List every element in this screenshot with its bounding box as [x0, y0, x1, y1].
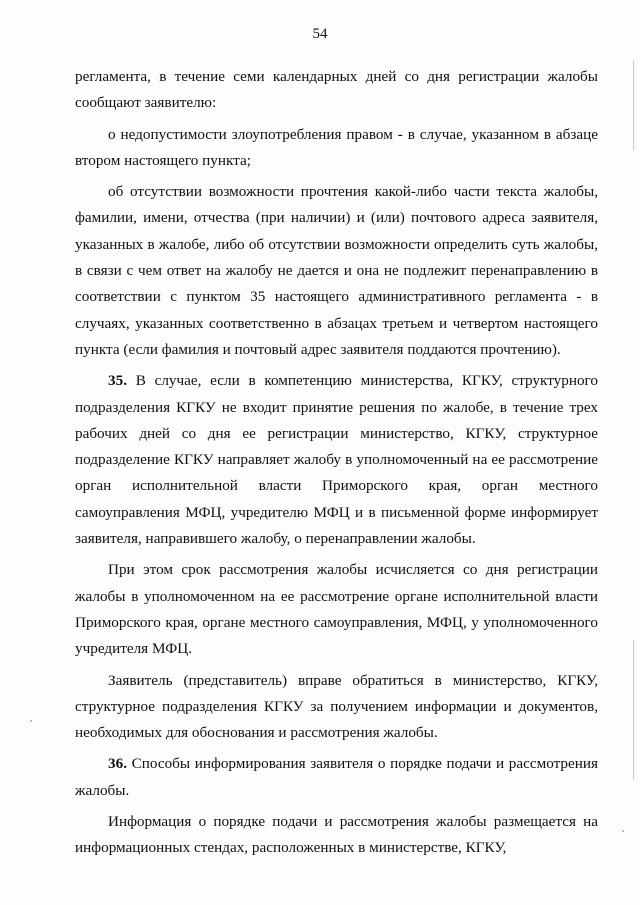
- paragraph-text: о недопустимости злоупотребления правом - в случае, указанном в абзаце втором настоящего пункта;: [75, 125, 598, 169]
- paragraph: [75, 122, 598, 175]
- paragraph-36: [75, 751, 598, 804]
- body-text: [75, 64, 598, 862]
- paragraph-text: регламента, в течение семи календарных дней со дня регистрации жалобы сообщают заявителю:: [75, 68, 598, 112]
- scan-artifact: [633, 60, 634, 150]
- paragraph: [75, 809, 598, 862]
- paragraph: [75, 64, 598, 117]
- page-number: 54: [312, 26, 328, 42]
- paragraph-text: При этом срок рассмотрения жалобы исчисляется со дня регистрации жалобы в уполномоченном на ее рассмотрение органе исполнительной власти Приморского края, органе местного самоуправления, МФЦ, у уполномоченного учредителя МФЦ.: [75, 561, 598, 658]
- paragraph-35: [75, 368, 598, 552]
- scan-artifact: [30, 720, 32, 722]
- paragraph: [75, 557, 598, 662]
- paragraph: [75, 179, 598, 363]
- paragraph-text: об отсутствии возможности прочтения какой-либо части текста жалобы, фамилии, имени, отчества (при наличии) и (или) почтового адреса заявителя, указанных в жалобе, либо об отсутствии возможности определить суть жалобы, в связи с чем ответ на жалобу не дается и она не подлежит перенаправлению в соответствии с пунктом 35 настоящего административного регламента - в случаях, указанных соответственно в абзацах третьем и четвертом настоящего пункта (если фамилия и почтовый адрес заявителя поддаются прочтению).: [75, 183, 598, 358]
- section-number: 36.: [108, 755, 127, 773]
- paragraph-text: Заявитель (представитель) вправе обратиться в министерство, КГКУ, структурное подразделения КГКУ за получением информации и документов, необходимых для обоснования и рассмотрения жалобы.: [75, 671, 598, 742]
- scan-artifact: [622, 830, 624, 832]
- paragraph: [75, 668, 598, 747]
- paragraph-text: Информация о порядке подачи и рассмотрения жалобы размещается на информационных стендах, расположенных в министерстве, КГКУ,: [75, 813, 598, 857]
- section-number: 35.: [108, 372, 127, 390]
- paragraph-text: Способы информирования заявителя о порядке подачи и рассмотрения жалобы.: [75, 755, 598, 799]
- scan-artifact: [633, 640, 634, 780]
- paragraph-text: В случае, если в компетенцию министерства, КГКУ, структурного подразделения КГКУ не входит принятие решения по жалобе, в течение трех рабочих дней со дня ее регистрации министерство, КГКУ, структурное подразделение КГКУ направляет жалобу в уполномоченный на ее рассмотрение орган исполнительной власти Приморского края, орган местного самоуправления МФЦ, учредителю МФЦ и в письменной форме информирует заявителя, направившего жалобу, о перенаправлении жалобы.: [75, 372, 598, 548]
